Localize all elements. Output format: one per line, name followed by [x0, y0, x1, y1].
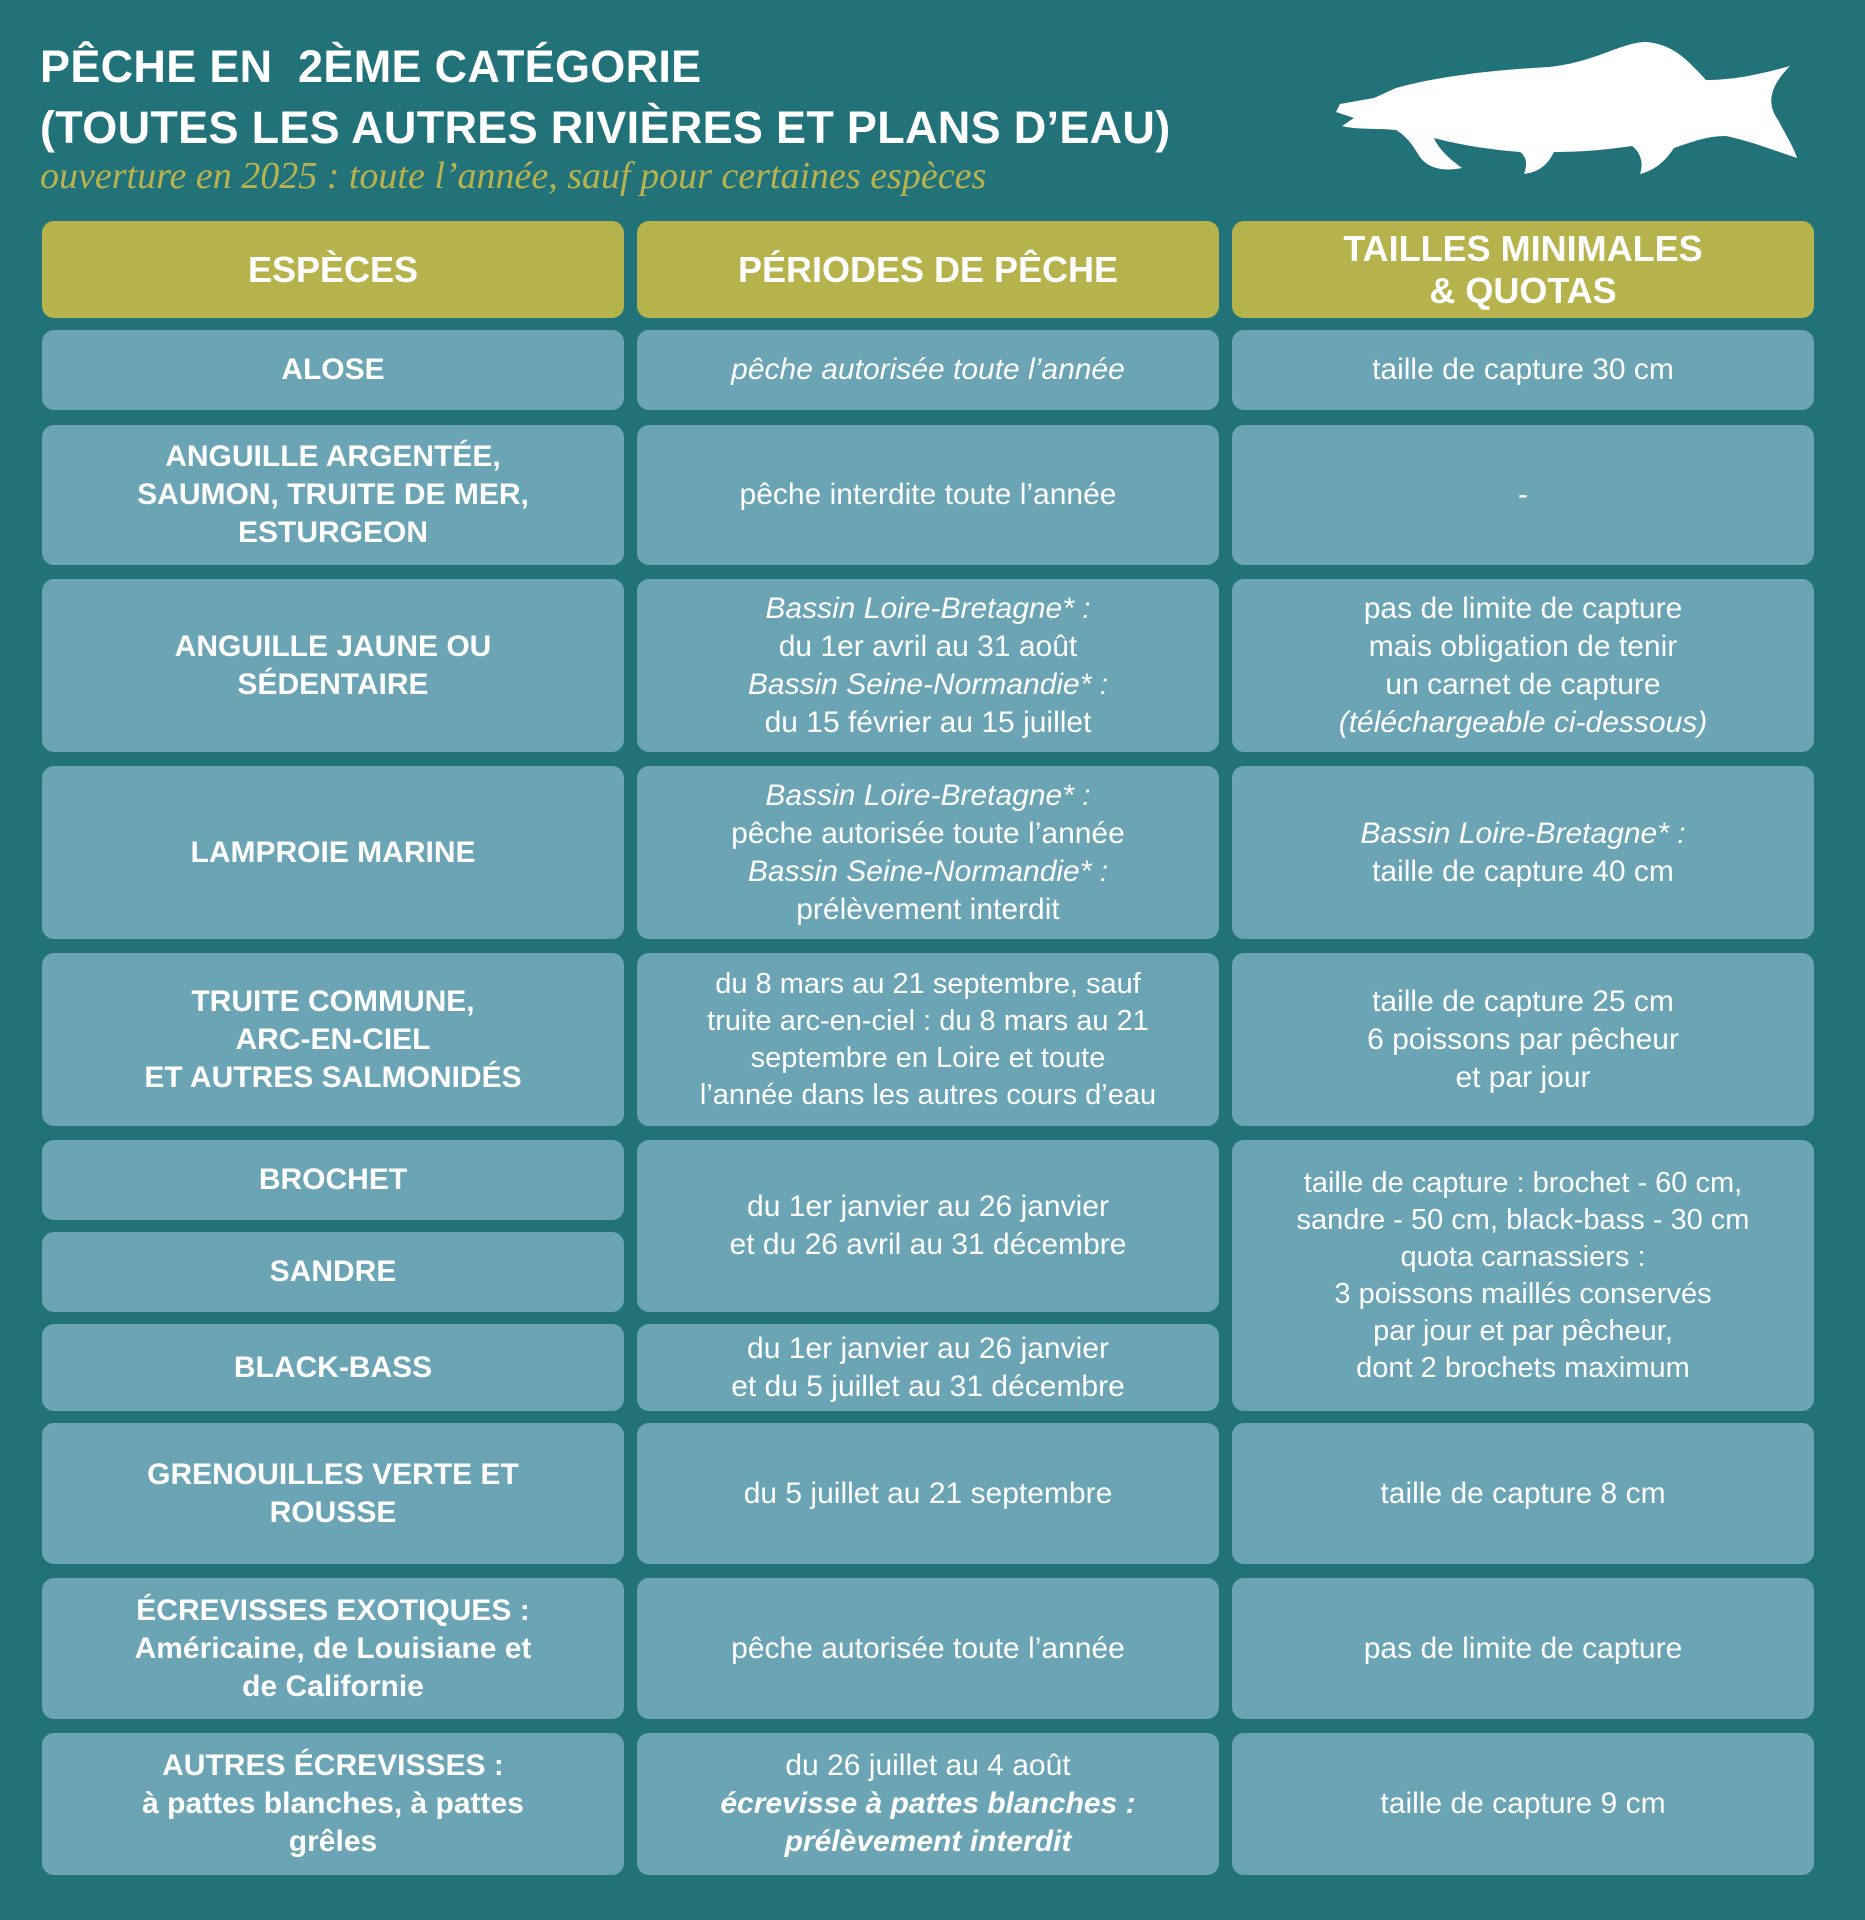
species-line: SÉDENTAIRE [237, 667, 429, 701]
size-line: taille de capture : brochet - 60 cm, [1303, 1166, 1743, 1199]
species-line: ESTURGEON [237, 516, 428, 549]
period-cell-anguille-jaune [637, 579, 1219, 752]
size-line: Bassin Loire-Bretagne* : [1360, 816, 1686, 850]
period-cell-autres-ecrevisses [637, 1733, 1219, 1875]
period-cell-anguille-argentee: pêche interdite toute l’année [637, 425, 1219, 565]
size-line: un carnet de capture [1385, 667, 1661, 701]
size-line: 6 poissons par pêcheur [1367, 1022, 1679, 1056]
species-cell-grenouilles [42, 1423, 624, 1564]
period-line: truite arc-en-ciel : du 8 mars au 21 [707, 1004, 1149, 1037]
size-cell-anguille-argentee: - [1232, 425, 1814, 565]
species-cell-ecrevisses-exotiques [42, 1578, 624, 1719]
column-header-species: ESPÈCES [42, 221, 624, 318]
period-cell-grenouilles: du 5 juillet au 21 septembre [637, 1423, 1219, 1564]
size-cell-truite [1232, 953, 1814, 1126]
species-cell-lamproie: LAMPROIE MARINE [42, 766, 624, 939]
size-line: quota carnassiers : [1400, 1240, 1646, 1273]
period-line: et du 5 juillet au 31 décembre [731, 1369, 1125, 1403]
species-line: de Californie [242, 1669, 424, 1703]
size-line: (téléchargeable ci-dessous) [1338, 705, 1708, 739]
period-line: prélèvement interdit [796, 892, 1060, 926]
species-line: ÉCREVISSES EXOTIQUES : [136, 1593, 530, 1627]
period-line: du 26 juillet au 4 août [785, 1749, 1071, 1782]
size-line: taille de capture 25 cm [1372, 984, 1674, 1018]
size-cell-carnassiers [1232, 1140, 1814, 1411]
period-cell-black-bass [637, 1324, 1219, 1411]
species-line: à pattes blanches, à pattes [142, 1787, 524, 1820]
size-line: pas de limite de capture [1363, 591, 1683, 625]
period-line: et du 26 avril au 31 décembre [729, 1228, 1127, 1261]
period-line: du 1er janvier au 26 janvier [747, 1190, 1109, 1223]
column-header-sizes-line: TAILLES MINIMALES [1343, 227, 1703, 269]
species-line: Américaine, de Louisiane et [134, 1631, 532, 1665]
title-line-2: (TOUTES LES AUTRES RIVIÈRES ET PLANS D’EAU) [40, 102, 1171, 153]
column-header-periods: PÉRIODES DE PÊCHE [637, 221, 1219, 318]
species-line: ROUSSE [269, 1495, 397, 1529]
size-line: dont 2 brochets maximum [1356, 1351, 1690, 1384]
species-line: ET AUTRES SALMONIDÉS [144, 1060, 522, 1094]
period-cell-truite [637, 953, 1219, 1126]
species-cell-sandre: SANDRE [42, 1232, 624, 1312]
species-cell-anguille-jaune [42, 579, 624, 752]
size-cell-autres-ecrevisses: taille de capture 9 cm [1232, 1733, 1814, 1875]
size-line: 3 poissons maillés conservés [1334, 1277, 1712, 1310]
title-line-1: PÊCHE EN 2ÈME CATÉGORIE [40, 41, 702, 92]
page-subtitle: ouverture en 2025 : toute l’année, sauf pour certaines espèces [40, 155, 987, 197]
size-line: taille de capture 40 cm [1372, 854, 1674, 888]
species-line: GRENOUILLES VERTE ET [147, 1457, 519, 1491]
size-line: et par jour [1455, 1060, 1591, 1094]
period-line: du 1er janvier au 26 janvier [747, 1331, 1109, 1365]
size-cell-lamproie [1232, 766, 1814, 939]
size-cell-anguille-jaune [1232, 579, 1814, 752]
pike-fish-icon [1334, 40, 1797, 175]
size-line: par jour et par pêcheur, [1373, 1314, 1673, 1347]
period-line: écrevisse à pattes blanches : [720, 1787, 1136, 1820]
size-line: mais obligation de tenir [1368, 629, 1678, 663]
period-line: Bassin Loire-Bretagne* : [765, 778, 1091, 812]
species-line: ARC-EN-CIEL [235, 1022, 431, 1056]
period-line: du 8 mars au 21 septembre, sauf [715, 967, 1141, 1000]
period-line: Bassin Loire-Bretagne* : [765, 591, 1091, 625]
species-cell-autres-ecrevisses [42, 1733, 624, 1875]
species-line: AUTRES ÉCREVISSES : [162, 1749, 504, 1782]
column-header-sizes-line: & QUOTAS [1429, 269, 1617, 311]
period-cell-ecrevisses-exotiques: pêche autorisée toute l’année [637, 1578, 1219, 1719]
period-cell-alose: pêche autorisée toute l’année [637, 330, 1219, 410]
period-line: Bassin Seine-Normandie* : [747, 854, 1109, 888]
species-line: grêles [288, 1825, 378, 1858]
period-line: Bassin Seine-Normandie* : [747, 667, 1109, 701]
period-cell-lamproie [637, 766, 1219, 939]
species-cell-truite [42, 953, 624, 1126]
species-line: SAUMON, TRUITE DE MER, [137, 478, 529, 511]
species-cell-alose: ALOSE [42, 330, 624, 410]
size-cell-alose: taille de capture 30 cm [1232, 330, 1814, 410]
period-line: septembre en Loire et toute [750, 1041, 1106, 1074]
period-line: pêche autorisée toute l’année [731, 816, 1125, 850]
species-line: TRUITE COMMUNE, [191, 984, 475, 1018]
species-line: ANGUILLE ARGENTÉE, [165, 440, 501, 473]
species-line: ANGUILLE JAUNE OU [174, 629, 492, 663]
period-line: prélèvement interdit [784, 1825, 1072, 1858]
species-cell-black-bass: BLACK-BASS [42, 1324, 624, 1411]
period-line: du 1er avril au 31 août [778, 629, 1078, 663]
period-line: du 15 février au 15 juillet [764, 705, 1092, 739]
page-title [40, 36, 1171, 158]
column-header-sizes [1232, 221, 1814, 318]
period-cell-brochet-sandre [637, 1140, 1219, 1312]
size-line: sandre - 50 cm, black-bass - 30 cm [1296, 1203, 1750, 1236]
size-cell-grenouilles: taille de capture 8 cm [1232, 1423, 1814, 1564]
species-cell-anguille-argentee [42, 425, 624, 565]
species-cell-brochet: BROCHET [42, 1140, 624, 1220]
size-cell-ecrevisses-exotiques: pas de limite de capture [1232, 1578, 1814, 1719]
period-line: l’année dans les autres cours d’eau [699, 1078, 1157, 1111]
